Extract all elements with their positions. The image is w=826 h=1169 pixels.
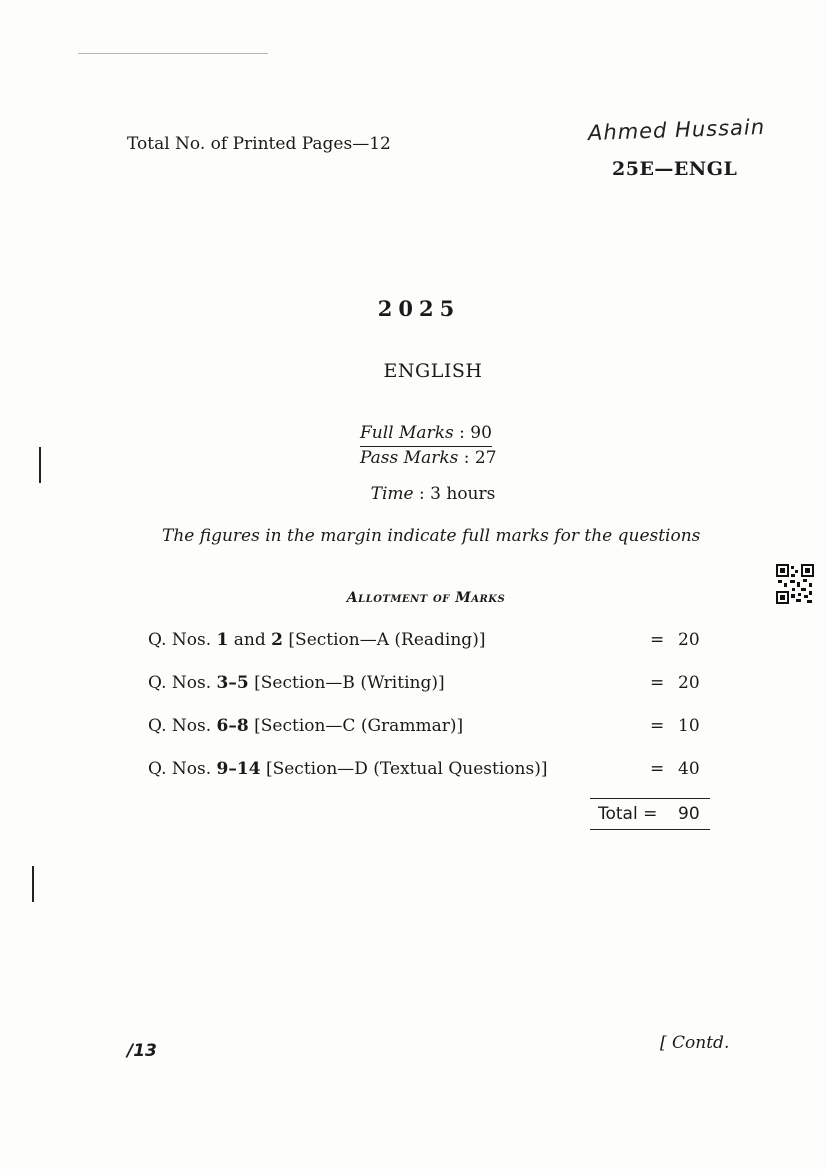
- full-marks-label: Full Marks: [360, 423, 454, 443]
- row-equals: =: [650, 630, 665, 650]
- row-prefix: Q. Nos.: [148, 716, 212, 736]
- row-prefix: Q. Nos.: [148, 673, 212, 693]
- row-marks: 20: [678, 673, 700, 693]
- exam-time: [0, 484, 826, 504]
- qr-code-icon: [776, 564, 814, 604]
- total-marks: [590, 798, 710, 830]
- row-equals: =: [650, 673, 665, 693]
- row-marks: 20: [678, 630, 700, 650]
- time-label: Time: [370, 484, 414, 504]
- row-equals: =: [650, 759, 665, 779]
- row-label: [148, 673, 445, 693]
- exam-year: 2025: [377, 296, 461, 321]
- time-value: : 3 hours: [419, 484, 496, 504]
- row-prefix: Q. Nos.: [148, 759, 212, 779]
- row-equals: =: [650, 716, 665, 736]
- row-section: [Section—A (Reading)]: [288, 630, 486, 650]
- row-question-numbers: 9–14: [216, 759, 261, 779]
- row-conjunction: and: [233, 630, 266, 650]
- allotment-row: [148, 673, 728, 716]
- full-marks: [360, 422, 492, 447]
- full-marks-value: : 90: [459, 423, 492, 443]
- row-label: [148, 630, 485, 650]
- allotment-row: [148, 630, 728, 673]
- row-question-numbers: 1: [216, 630, 229, 650]
- scan-margin-mark: [39, 447, 41, 483]
- row-question-numbers-2: 2: [271, 630, 284, 650]
- continued-note: [ Contd.: [660, 1033, 730, 1053]
- allotment-row: [148, 716, 728, 759]
- row-question-numbers: 6–8: [216, 716, 249, 736]
- scan-margin-mark: [32, 866, 34, 902]
- row-prefix: Q. Nos.: [148, 630, 212, 650]
- allotment-table: [148, 630, 728, 802]
- allotment-row: [148, 759, 728, 802]
- row-marks: 40: [678, 759, 700, 779]
- margin-instruction: The figures in the margin indicate full marks for the questions: [162, 526, 701, 546]
- pass-marks: [360, 447, 497, 471]
- marks-block: [360, 422, 497, 471]
- row-label: [148, 759, 547, 779]
- row-question-numbers: 3–5: [216, 673, 249, 693]
- row-marks: 10: [678, 716, 700, 736]
- row-section: [Section—C (Grammar)]: [254, 716, 464, 736]
- row-section: [Section—D (Textual Questions)]: [265, 759, 548, 779]
- pass-marks-label: Pass Marks: [360, 448, 459, 468]
- page-identifier: /13: [127, 1041, 157, 1061]
- allotment-heading: Allotment of Marks: [346, 590, 506, 606]
- row-label: [148, 716, 463, 736]
- row-section: [Section—B (Writing)]: [254, 673, 445, 693]
- printed-pages-count: Total No. of Printed Pages—12: [127, 134, 391, 154]
- pass-marks-value: : 27: [463, 448, 497, 468]
- subject-title: ENGLISH: [383, 360, 483, 382]
- total-label: Total =: [598, 804, 658, 824]
- total-value: 90: [678, 804, 700, 824]
- top-scan-line: [78, 53, 268, 54]
- handwritten-signature: Ahmed Hussain: [587, 114, 766, 146]
- paper-code: 25E—ENGL: [612, 158, 738, 180]
